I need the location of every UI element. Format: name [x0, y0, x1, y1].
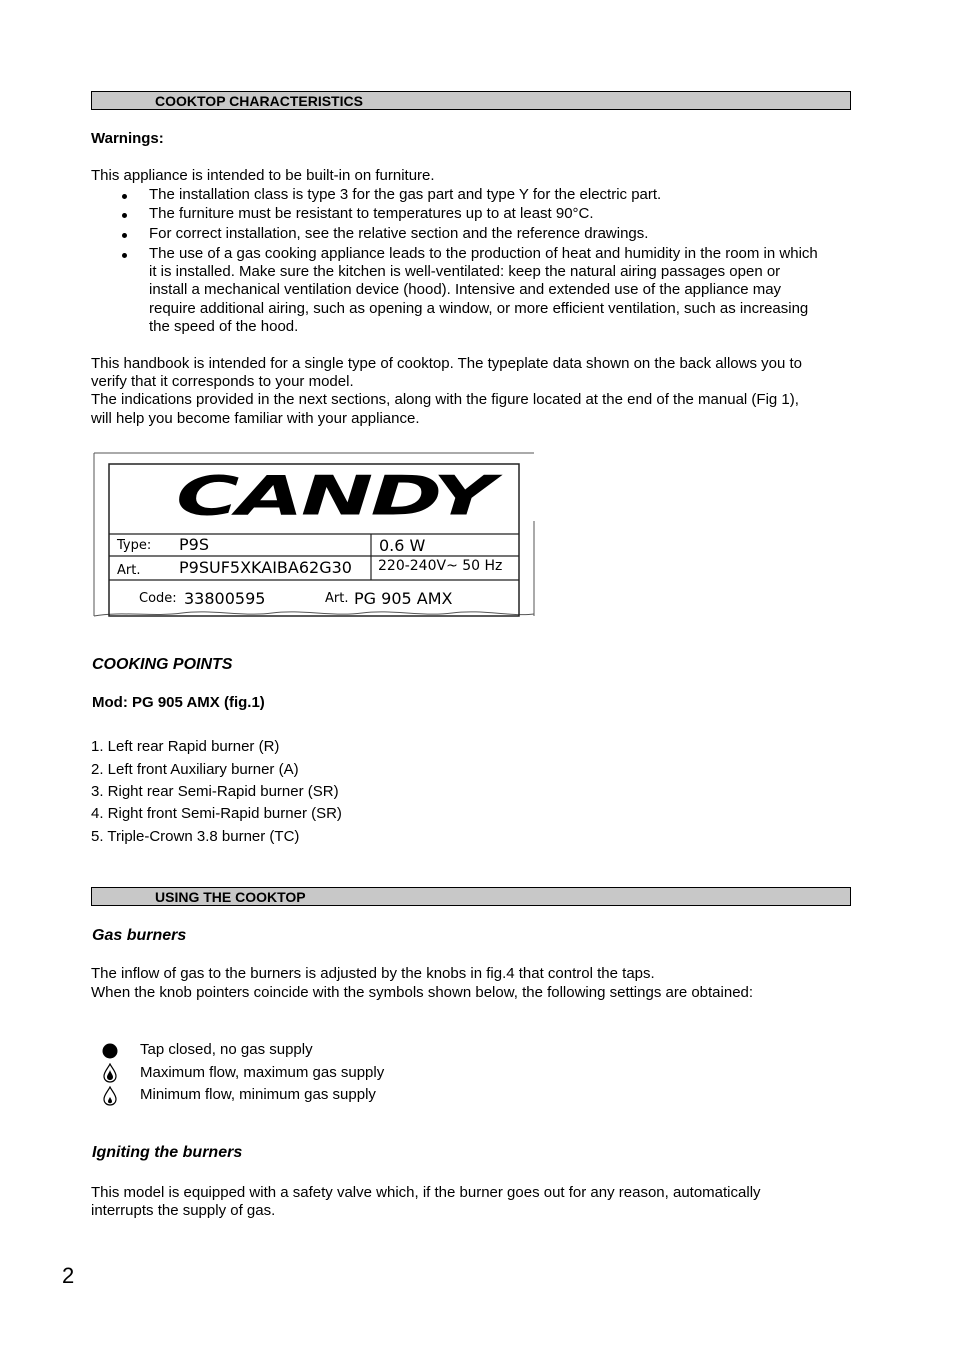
bullet-icon — [122, 233, 127, 238]
burner-item: 1. Left rear Rapid burner (R) — [91, 738, 280, 755]
setting-label: Tap closed, no gas supply — [140, 1041, 313, 1058]
section-title: USING THE COOKTOP — [155, 889, 306, 905]
warning-item: install a mechanical ventilation device (hood). Intensive and extended use of the appliance may — [149, 281, 782, 298]
art2-value: PG 905 AMX — [354, 589, 453, 608]
warnings-intro: This appliance is intended to be built-in on furniture. — [91, 167, 435, 184]
handbook-line: verify that it corresponds to your model. — [91, 373, 354, 390]
section-title: COOKTOP CHARACTERISTICS — [155, 93, 363, 109]
bullet-icon — [122, 194, 127, 199]
candy-logo: CANDY — [176, 465, 493, 528]
art-label: Art. — [117, 563, 141, 578]
max-flame-icon — [103, 1063, 117, 1087]
warning-item: The installation class is type 3 for the gas part and type Y for the electric part. — [149, 186, 662, 203]
type-value: P9S — [179, 535, 209, 554]
gas-burners-line: When the knob pointers coincide with the symbols shown below, the following settings are obtained: — [91, 984, 754, 1001]
power-value: 0.6 W — [379, 536, 426, 555]
handbook-line: This handbook is intended for a single type of cooktop. The typeplate data shown on the back allows you to — [91, 355, 803, 372]
gas-burners-line: The inflow of gas to the burners is adjusted by the knobs in fig.4 that control the taps. — [91, 965, 655, 982]
warning-item: For correct installation, see the relative section and the reference drawings. — [149, 225, 649, 242]
min-flame-icon — [103, 1086, 117, 1110]
burner-item: 4. Right front Semi-Rapid burner (SR) — [91, 805, 342, 822]
cooking-points-heading: COOKING POINTS — [92, 656, 233, 673]
igniting-line: This model is equipped with a safety valve which, if the burner goes out for any reason, automatically — [91, 1184, 761, 1201]
warning-item: The use of a gas cooking appliance leads to the production of heat and humidity in the room in which — [149, 245, 818, 262]
model-line: Mod: PG 905 AMX (fig.1) — [92, 694, 265, 711]
warning-item: require additional airing, such as opening a window, or more efficient ventilation, such as increasing — [149, 300, 809, 317]
typeplate-image — [92, 451, 536, 618]
burner-item: 3. Right rear Semi-Rapid burner (SR) — [91, 783, 339, 800]
tap-closed-icon — [102, 1043, 118, 1063]
warning-item: it is installed. Make sure the kitchen is well-ventilated: keep the natural airing passages open or — [149, 263, 781, 280]
burner-item: 5. Triple-Crown 3.8 burner (TC) — [91, 828, 300, 845]
type-label: Type: — [117, 538, 152, 553]
warning-item: the speed of the hood. — [149, 318, 299, 335]
art-value: P9SUF5XKAIBA62G30 — [179, 558, 352, 577]
page-number: 2 — [62, 1263, 75, 1288]
warnings-heading: Warnings: — [91, 130, 164, 147]
handbook-line: will help you become familiar with your appliance. — [91, 410, 420, 427]
code-label: Code: — [139, 591, 177, 606]
art2-label: Art. — [325, 591, 349, 606]
section-header-characteristics — [91, 91, 851, 110]
setting-label: Maximum flow, maximum gas supply — [140, 1064, 385, 1081]
warning-item: The furniture must be resistant to temperatures up to at least 90°C. — [149, 205, 594, 222]
bullet-icon — [122, 253, 127, 258]
igniting-line: interrupts the supply of gas. — [91, 1202, 276, 1219]
setting-label: Minimum flow, minimum gas supply — [140, 1086, 376, 1103]
igniting-heading: Igniting the burners — [92, 1144, 243, 1161]
voltage-value: 220-240V~ 50 Hz — [378, 558, 503, 574]
bullet-icon — [122, 213, 127, 218]
code-value: 33800595 — [184, 589, 266, 608]
section-header-using — [91, 887, 851, 906]
gas-burners-heading: Gas burners — [92, 927, 187, 944]
handbook-line: The indications provided in the next sections, along with the figure located at the end of the manual (Fig 1), — [91, 391, 799, 408]
burner-item: 2. Left front Auxiliary burner (A) — [91, 761, 299, 778]
